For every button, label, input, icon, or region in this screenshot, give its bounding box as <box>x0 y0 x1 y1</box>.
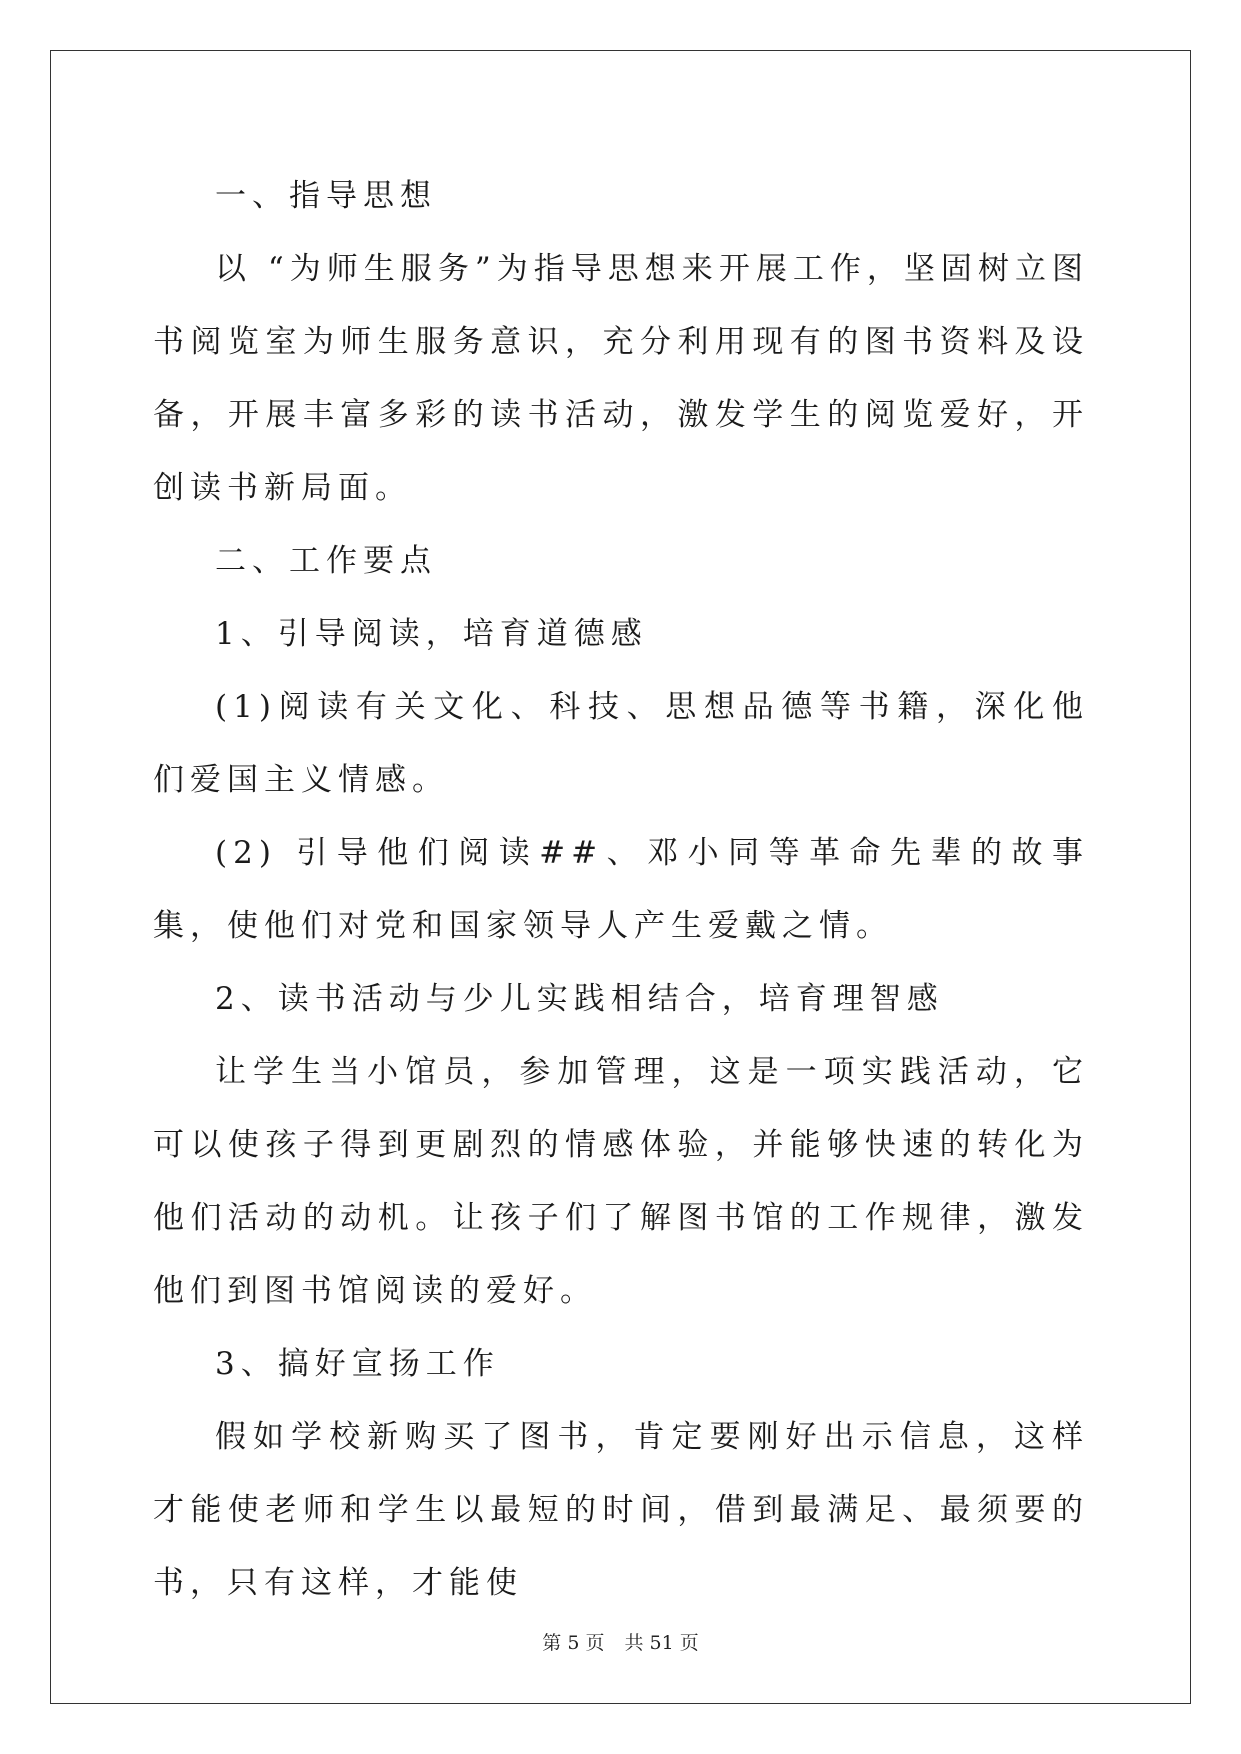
paragraph-guiding-ideology: 以 “为师生服务”为指导思想来开展工作，坚固树立图书阅览室为师生服务意识，充分利用现有的图书资料及设备，开展丰富多彩的读书活动，激发学生的阅览爱好，开创读书新局面。 <box>153 251 1089 506</box>
paragraph-item-2: (2) 引导他们阅读##、邓小同等革命先辈的故事集，使他们对党和国家领导人产生爱戴之情。 <box>153 835 1089 944</box>
subheading-guided-reading: 1、引导阅读，培育道德感 <box>215 616 648 652</box>
heading-work-points: 二、工作要点 <box>215 543 437 579</box>
page-footer <box>0 1628 1241 1655</box>
subheading-reading-practice: 2、读书活动与少儿实践相结合，培育理智感 <box>215 981 944 1017</box>
paragraph-new-books: 假如学校新购买了图书，肯定要刚好出示信息，这样才能使老师和学生以最短的时间，借到最满足、最须要的书，只有这样，才能使 <box>153 1419 1089 1601</box>
paragraph-student-librarian: 让学生当小馆员，参加管理，这是一项实践活动，它可以使孩子得到更剧烈的情感体验，并能够快速的转化为他们活动的动机。让孩子们了解图书馆的工作规律，激发他们到图书馆阅读的爱好。 <box>153 1054 1089 1309</box>
paragraph-item-1: (1)阅读有关文化、科技、思想品德等书籍，深化他们爱国主义情感。 <box>153 689 1089 798</box>
heading-guiding-ideology: 一、指导思想 <box>215 178 437 214</box>
page-total: 共 51 页 <box>624 1632 699 1654</box>
document-body <box>153 160 1089 1620</box>
subheading-publicity: 3、搞好宣扬工作 <box>215 1346 500 1382</box>
page-number: 第 5 页 <box>542 1632 605 1654</box>
